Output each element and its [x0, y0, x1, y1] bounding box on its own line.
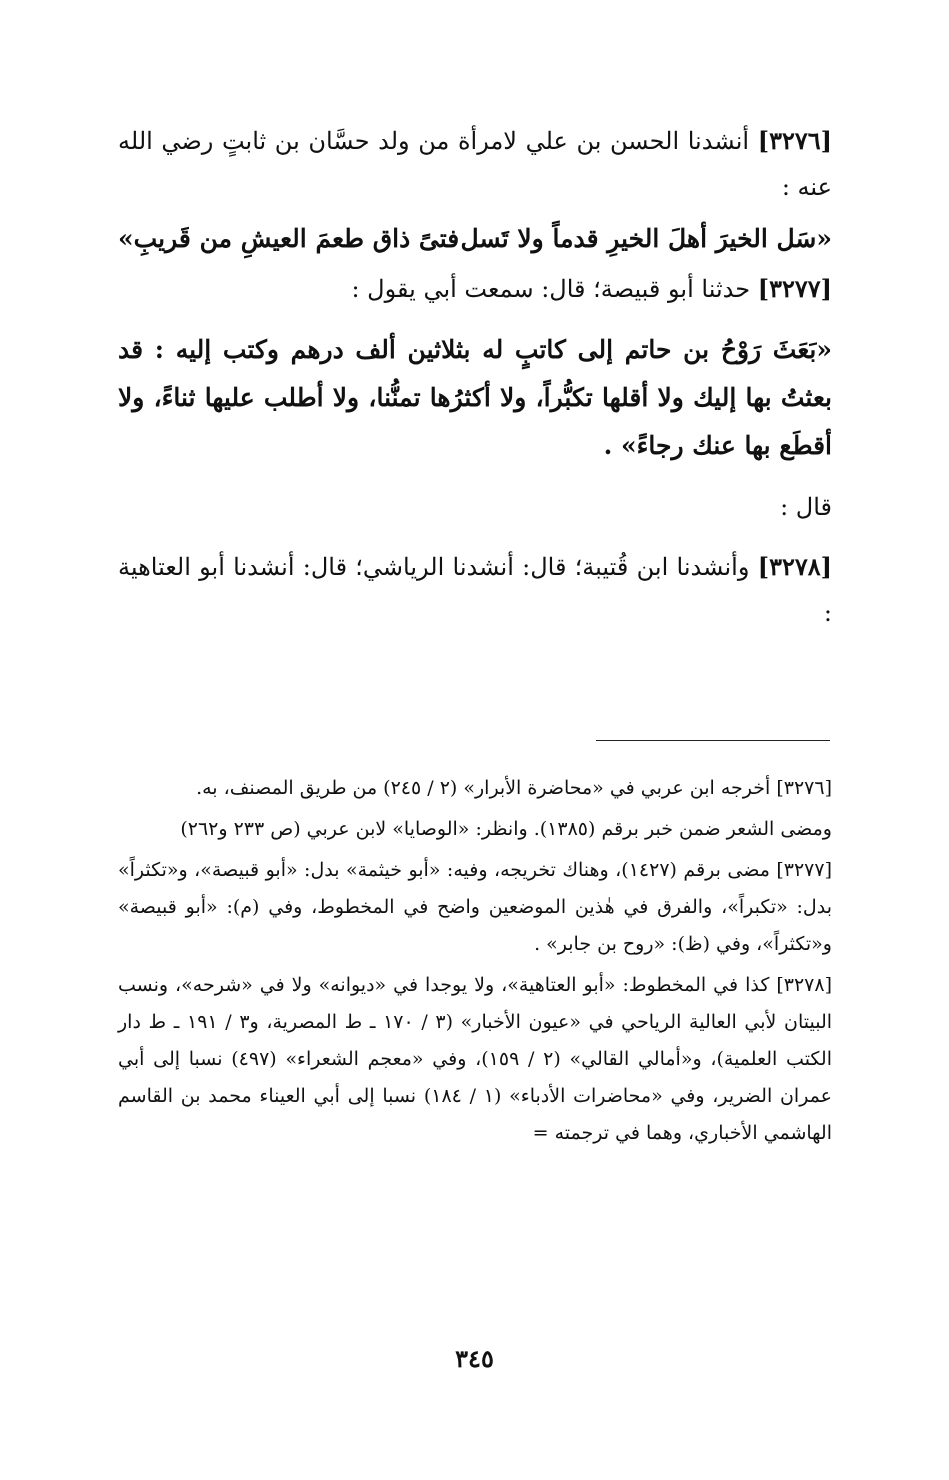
paragraph-3278-text: وأنشدنا ابن قُتيبة؛ قال: أنشدنا الرياشي؛ قال: أنشدنا أبو العتاهية :: [118, 553, 832, 627]
paragraph-3277-text: حدثنا أبو قبيصة؛ قال: سمعت أبي يقول :: [351, 275, 751, 303]
verse-second-hemistich: فتىً ذاق طعمَ العيشِ من قَريبِ»: [118, 224, 460, 253]
paragraph-3278: [118, 544, 832, 636]
page-number: ٣٤٥: [455, 1344, 494, 1373]
qal-line: قال :: [780, 493, 832, 521]
quoted-letter: «بَعَثَ رَوْحُ بن حاتم إلى كاتبٍ له بثلاثين ألف درهم وكتب إليه : قد بعثتُ بها إليك ولا أقلها تكبُّراً، ولا أكثرُها تمنُّنا، ولا أطلب عليها ثناءً، ولا أقطَع بها عنك رجاءً» .: [118, 335, 832, 460]
footnote-3276: [٣٢٧٦] أخرجه ابن عربي في «محاضرة الأبرار» (٢ / ٢٤٥) من طريق المصنف، به.: [196, 777, 832, 799]
paragraph-3276: [118, 118, 832, 210]
footnote-3277: [٣٢٧٧] مضى برقم (١٤٢٧)، وهناك تخريجه، وفيه: «أبو خيثمة» بدل: «أبو قبيصة»، و«تكثراً» بدل: «تكبراً»، والفرق في هٰذين الموضعين واضح في المخطوط، وفي (م): «أبو قبيصة» و«تكثراً»، وفي (ظ): «روح بن جابر» .: [118, 859, 832, 955]
paragraph-3277: [118, 266, 832, 312]
verse-line: [118, 216, 832, 262]
footnote-3276-continued: ومضى الشعر ضمن خبر برقم (١٣٨٥). وانظر: «الوصايا» لابن عربي (ص ٢٣٣ و٢٦٢): [180, 818, 832, 840]
footnote-separator: [596, 740, 830, 741]
footnotes: [118, 770, 832, 1152]
paragraph-3276-text: أنشدنا الحسن بن علي لامرأة من ولد حسَّان بن ثابتٍ رضي الله عنه :: [118, 127, 832, 201]
main-text: [118, 118, 832, 636]
footnote-3278: [٣٢٧٨] كذا في المخطوط: «أبو العتاهية»، ولا يوجدا في «ديوانه» ولا في «شرحه»، ونسب البيتان لأبي العالية الرياحي في «عيون الأخبار» (٣ / ١٧٠ ـ ط المصرية، و٣ / ١٩١ ـ ط دار الكتب العلمية)، و«أمالي القالي» (٢ / ١٥٩)، وفي «معجم الشعراء» (٤٩٧) نسبا إلى أبي عمران الضرير، وفي «محاضرات الأدباء» (١ / ١٨٤) نسبا إلى أبي العيناء محمد بن القاسم الهاشمي الأخباري، وهما في ترجمته =: [118, 974, 833, 1144]
entry-number-3276: [٣٢٧٦]: [757, 126, 832, 155]
entry-number-3277: [٣٢٧٧]: [757, 274, 832, 303]
verse-first-hemistich: «سَل الخيرَ أهلَ الخيرِ قدماً ولا تَسل: [460, 224, 832, 253]
entry-number-3278: [٣٢٧٨]: [757, 552, 832, 581]
